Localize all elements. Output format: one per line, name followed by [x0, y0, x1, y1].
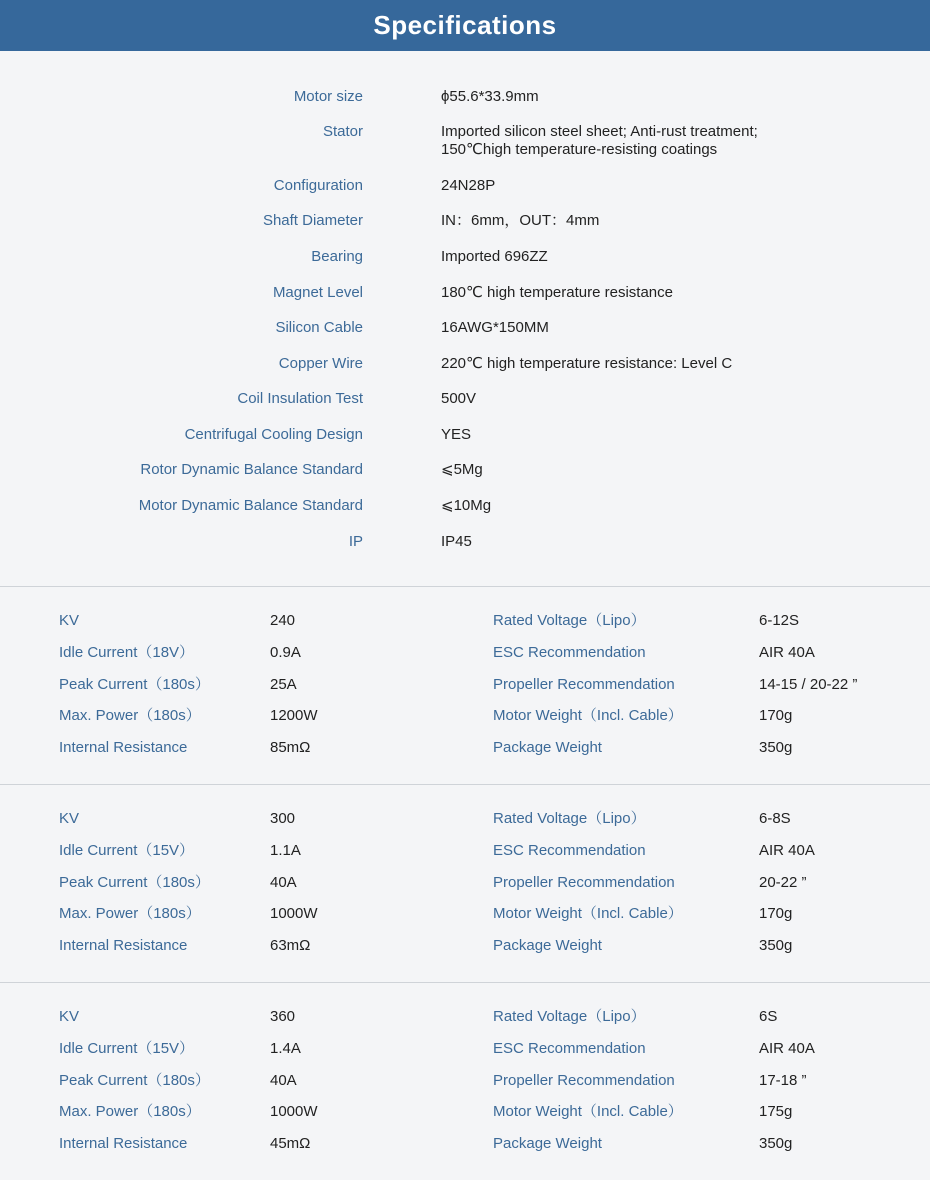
variant-row	[0, 738, 930, 758]
variant-value: 1.1A	[270, 842, 301, 859]
variant-value: 1000W	[270, 1103, 318, 1120]
spec-label: Magnet Level	[272, 284, 363, 301]
spec-label: Coil Insulation Test	[237, 390, 363, 407]
variant-value: 350g	[759, 739, 793, 756]
variant-row	[0, 643, 930, 663]
variant-value: 350g	[759, 937, 793, 954]
variant-value: AIR 40A	[759, 644, 815, 661]
spec-label: Configuration	[273, 177, 363, 194]
variant-row	[0, 841, 930, 861]
variant-row	[0, 1102, 930, 1122]
variant-value: 300	[270, 810, 296, 827]
spec-label: Motor Dynamic Balance Standard	[138, 497, 363, 514]
page-title: Specifications	[373, 10, 557, 40]
variant-label: Max. Power（180s）	[59, 707, 201, 724]
variant-label: ESC Recommendation	[493, 644, 646, 661]
spec-value: IN：6mm，OUT：4mm	[441, 212, 600, 229]
variant-label: Max. Power（180s）	[59, 1103, 201, 1120]
variant-label: Rated Voltage（Lipo）	[493, 810, 646, 827]
variant-label: Propeller Recommendation	[493, 874, 675, 891]
variant-row	[0, 611, 930, 631]
variant-label: Motor Weight（Incl. Cable）	[493, 1103, 683, 1120]
variant-value: 6S	[759, 1008, 778, 1025]
variant-row	[0, 675, 930, 695]
variant-value: 6-12S	[759, 612, 800, 629]
spec-value: ⩽10Mg	[441, 497, 492, 514]
variant-row	[0, 1039, 930, 1059]
variant-label: ESC Recommendation	[493, 1040, 646, 1057]
variant-value: 17-18 ”	[759, 1072, 807, 1089]
variant-row	[0, 904, 930, 924]
spec-label: Shaft Diameter	[262, 212, 363, 229]
spec-value: Imported 696ZZ	[441, 248, 548, 265]
variant-label: Rated Voltage（Lipo）	[493, 612, 646, 629]
variant-label: Internal Resistance	[59, 1135, 188, 1152]
variant-label: Internal Resistance	[59, 739, 188, 756]
variant-value: 1.4A	[270, 1040, 301, 1057]
spec-value: 500V	[441, 390, 477, 407]
variant-label: Rated Voltage（Lipo）	[493, 1008, 646, 1025]
variant-label: Peak Current（180s）	[59, 874, 210, 891]
variant-label: Motor Weight（Incl. Cable）	[493, 707, 683, 724]
variant-label: Idle Current（15V）	[59, 1040, 195, 1057]
variant-value: 0.9A	[270, 644, 301, 661]
variant-label: ESC Recommendation	[493, 842, 646, 859]
variant-value: AIR 40A	[759, 1040, 815, 1057]
spec-label: Rotor Dynamic Balance Standard	[140, 461, 363, 478]
spec-label: Motor size	[293, 88, 363, 105]
general-specs-section	[0, 51, 930, 586]
variant-value: 25A	[270, 676, 297, 693]
spec-value: 16AWG*150MM	[441, 319, 549, 336]
variant-row	[0, 809, 930, 829]
variant-value: 170g	[759, 905, 793, 922]
variant-value: 350g	[759, 1135, 793, 1152]
spec-label: Copper Wire	[278, 355, 363, 372]
variant-label: Package Weight	[493, 1135, 602, 1152]
variant-value: 85mΩ	[270, 739, 311, 756]
variant-label: Peak Current（180s）	[59, 676, 210, 693]
variant-value: 20-22 ”	[759, 874, 807, 891]
variant-label: Idle Current（15V）	[59, 842, 195, 859]
variant-row	[0, 873, 930, 893]
variant-label: Internal Resistance	[59, 937, 188, 954]
variant-value: 40A	[270, 874, 297, 891]
variant-value: 6-8S	[759, 810, 791, 827]
variant-label: Idle Current（18V）	[59, 644, 195, 661]
spec-label: Stator	[322, 123, 363, 140]
variant-label: Max. Power（180s）	[59, 905, 201, 922]
variant-row	[0, 1071, 930, 1091]
spec-value: IP45	[441, 533, 472, 550]
variant-specs-kv300	[0, 785, 930, 982]
variant-label: Package Weight	[493, 937, 602, 954]
spec-label: IP	[348, 533, 363, 550]
variant-value: 170g	[759, 707, 793, 724]
variant-row	[0, 1007, 930, 1027]
spec-label: Silicon Cable	[275, 319, 363, 336]
spec-value: ϕ55.6*33.9mm	[441, 88, 539, 105]
variant-label: KV	[59, 612, 80, 629]
spec-value: Imported silicon steel sheet; Anti-rust treatment;	[441, 123, 758, 140]
variant-value: 175g	[759, 1103, 793, 1120]
variant-value: 14-15 / 20-22 ”	[759, 676, 858, 693]
variant-label: Peak Current（180s）	[59, 1072, 210, 1089]
spec-label: Centrifugal Cooling Design	[184, 426, 363, 443]
variant-label: Propeller Recommendation	[493, 1072, 675, 1089]
variant-label: Package Weight	[493, 739, 602, 756]
spec-value: 180℃ high temperature resistance	[441, 284, 673, 301]
spec-value: ⩽5Mg	[441, 461, 483, 478]
variant-label: Propeller Recommendation	[493, 676, 675, 693]
spec-value: YES	[441, 426, 472, 443]
variant-value: 45mΩ	[270, 1135, 311, 1152]
variant-row	[0, 1134, 930, 1154]
variant-specs-kv240	[0, 587, 930, 784]
variant-value: AIR 40A	[759, 842, 815, 859]
spec-value: 220℃ high temperature resistance: Level C	[441, 355, 733, 372]
variant-value: 360	[270, 1008, 296, 1025]
variant-value: 1200W	[270, 707, 318, 724]
variant-row	[0, 706, 930, 726]
variant-label: KV	[59, 810, 80, 827]
spec-value-line-2: 150℃high temperature-resisting coatings	[441, 141, 718, 158]
spec-value: 24N28P	[441, 177, 496, 194]
spec-label: Bearing	[311, 248, 363, 265]
variant-row	[0, 936, 930, 956]
variant-value: 240	[270, 612, 296, 629]
variant-value: 1000W	[270, 905, 318, 922]
variant-label: KV	[59, 1008, 80, 1025]
variant-specs-kv360	[0, 983, 930, 1180]
variant-value: 63mΩ	[270, 937, 311, 954]
variant-label: Motor Weight（Incl. Cable）	[493, 905, 683, 922]
specifications-header	[0, 0, 930, 51]
variant-value: 40A	[270, 1072, 297, 1089]
